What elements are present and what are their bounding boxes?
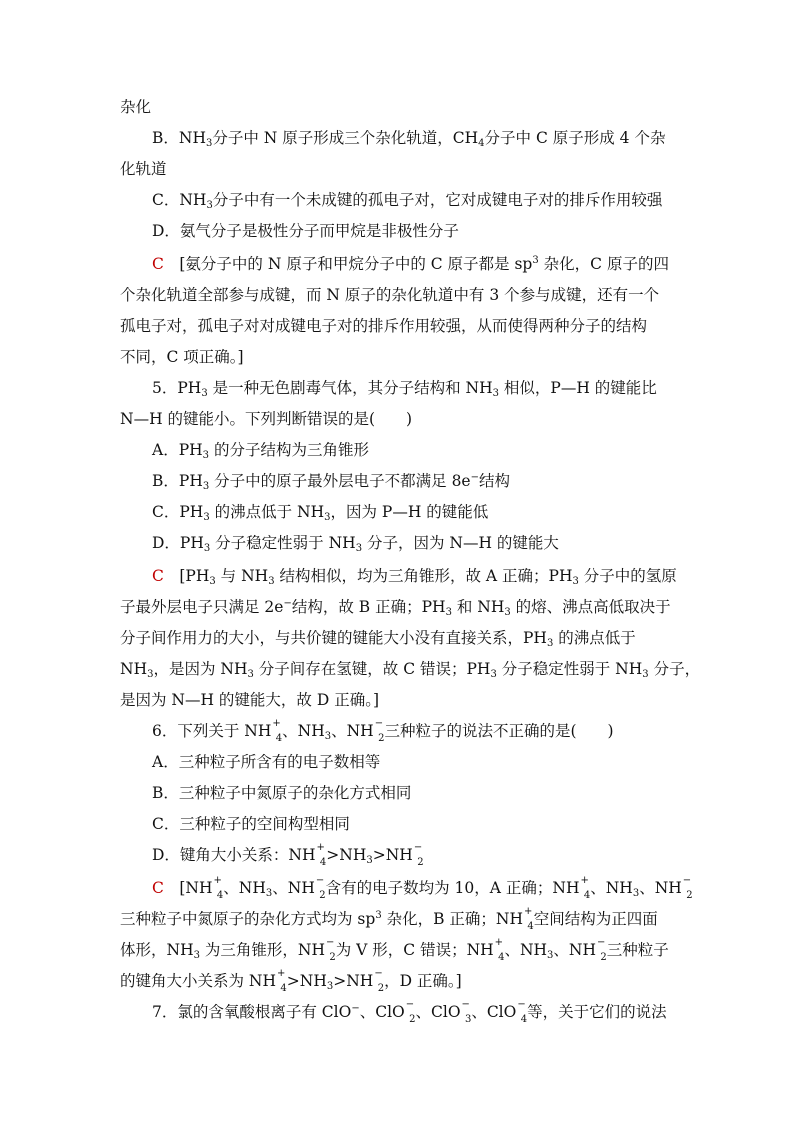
text-line: B．$PH_3$ 分子中的原子最外层电子不都满足 8e−结构 — [152, 472, 511, 492]
text-line: 子最外层电子只满足 2e−结构，故 B 正确；$PH_3$ 和 $NH_3$ 的熔、沸点高低取决于 — [120, 598, 671, 618]
text-line: 6．下列关于 $NH^+_4$、$NH_3$、$NH^-_2$三种粒子的说法不正确的是( ) — [152, 718, 614, 744]
text-line: D．$PH_3$ 分子稳定性弱于 $NH_3$ 分子，因为 N—H 的键能大 — [152, 534, 559, 554]
text-line: C．$NH_3$分子中有一个未成键的孤电子对，它对成键电子对的排斥作用较强 — [152, 191, 663, 211]
text-line: 体形，$NH_3$ 为三角锥形，$NH^-_2$为 V 形，C 错误；$NH^+_4$、$NH_3$、$NH^-_2$三种粒子 — [120, 937, 669, 963]
text-line: 不同，C 项正确。] — [120, 348, 244, 366]
text-line: 杂化 — [120, 98, 152, 116]
text-line: $NH_3$，是因为 $NH_3$ 分子间存在氢键，故 C 错误；$PH_3$ 分子稳定性弱于 $NH_3$ 分子， — [120, 660, 701, 680]
text-line: 5．$PH_3$ 是一种无色剧毒气体，其分子结构和 $NH_3$ 相似，P—H 的键能比 — [152, 379, 657, 399]
text-line: C [氨分子中的 N 原子和甲烷分子中的 C 原子都是 $sp^3$ 杂化，C 原子的四 — [152, 255, 669, 273]
text-line: C [$PH_3$ 与 $NH_3$ 结构相似，均为三角锥形，故 A 正确；$PH_3$ 分子中的氢原 — [152, 567, 677, 587]
text-line: B．$NH_3$分子中 N 原子形成三个杂化轨道，$CH_4$分子中 C 原子形成 4 个杂 — [152, 129, 666, 149]
text-line: N—H 的键能小。下列判断错误的是( ) — [120, 410, 413, 428]
text-line: 分子间作用力的大小，与共价键的键能大小没有直接关系，$PH_3$ 的沸点低于 — [120, 629, 636, 649]
text-line: 7．氯的含氧酸根离子有 ClO−、ClO−$_2$、ClO−$_3$、ClO−$_4$等，关于它们的说法 — [152, 999, 667, 1025]
text-line: D．键角大小关系：$NH^+_4>NH_3>NH^-_2$ — [152, 842, 424, 868]
text-line: D．氨气分子是极性分子而甲烷是非极性分子 — [152, 222, 459, 240]
text-line: 三种粒子中氮原子的杂化方式均为 $sp^3$ 杂化，B 正确；$NH^+_4$空间结构为正四面 — [120, 906, 658, 932]
text-line: A．三种粒子所含有的电子数相等 — [152, 753, 381, 771]
text-line: C [$NH^+_4$、$NH_3$、$NH^-_2$含有的电子数均为 10，A 正确；$NH^+_4$、$NH_3$、$NH^-_2$ — [152, 875, 693, 901]
text-line: 是因为 N—H 的键能大，故 D 正确。] — [120, 691, 380, 709]
text-line: 化轨道 — [120, 160, 167, 178]
text-line: 孤电子对，孤电子对对成键电子对的排斥作用较强，从而使得两种分子的结构 — [120, 317, 648, 335]
text-line: 个杂化轨道全部参与成键，而 N 原子的杂化轨道中有 3 个参与成键，还有一个 — [120, 286, 660, 304]
text-line: B．三种粒子中氮原子的杂化方式相同 — [152, 784, 412, 802]
text-line: C．三种粒子的空间构型相同 — [152, 815, 350, 833]
text-line: 的键角大小关系为 $NH^+_4>NH_3>NH^-_2$，D 正确。] — [120, 968, 462, 994]
text-line: A．$PH_3$ 的分子结构为三角锥形 — [152, 441, 369, 461]
text-line: C．$PH_3$ 的沸点低于 $NH_3$，因为 P—H 的键能低 — [152, 503, 489, 523]
